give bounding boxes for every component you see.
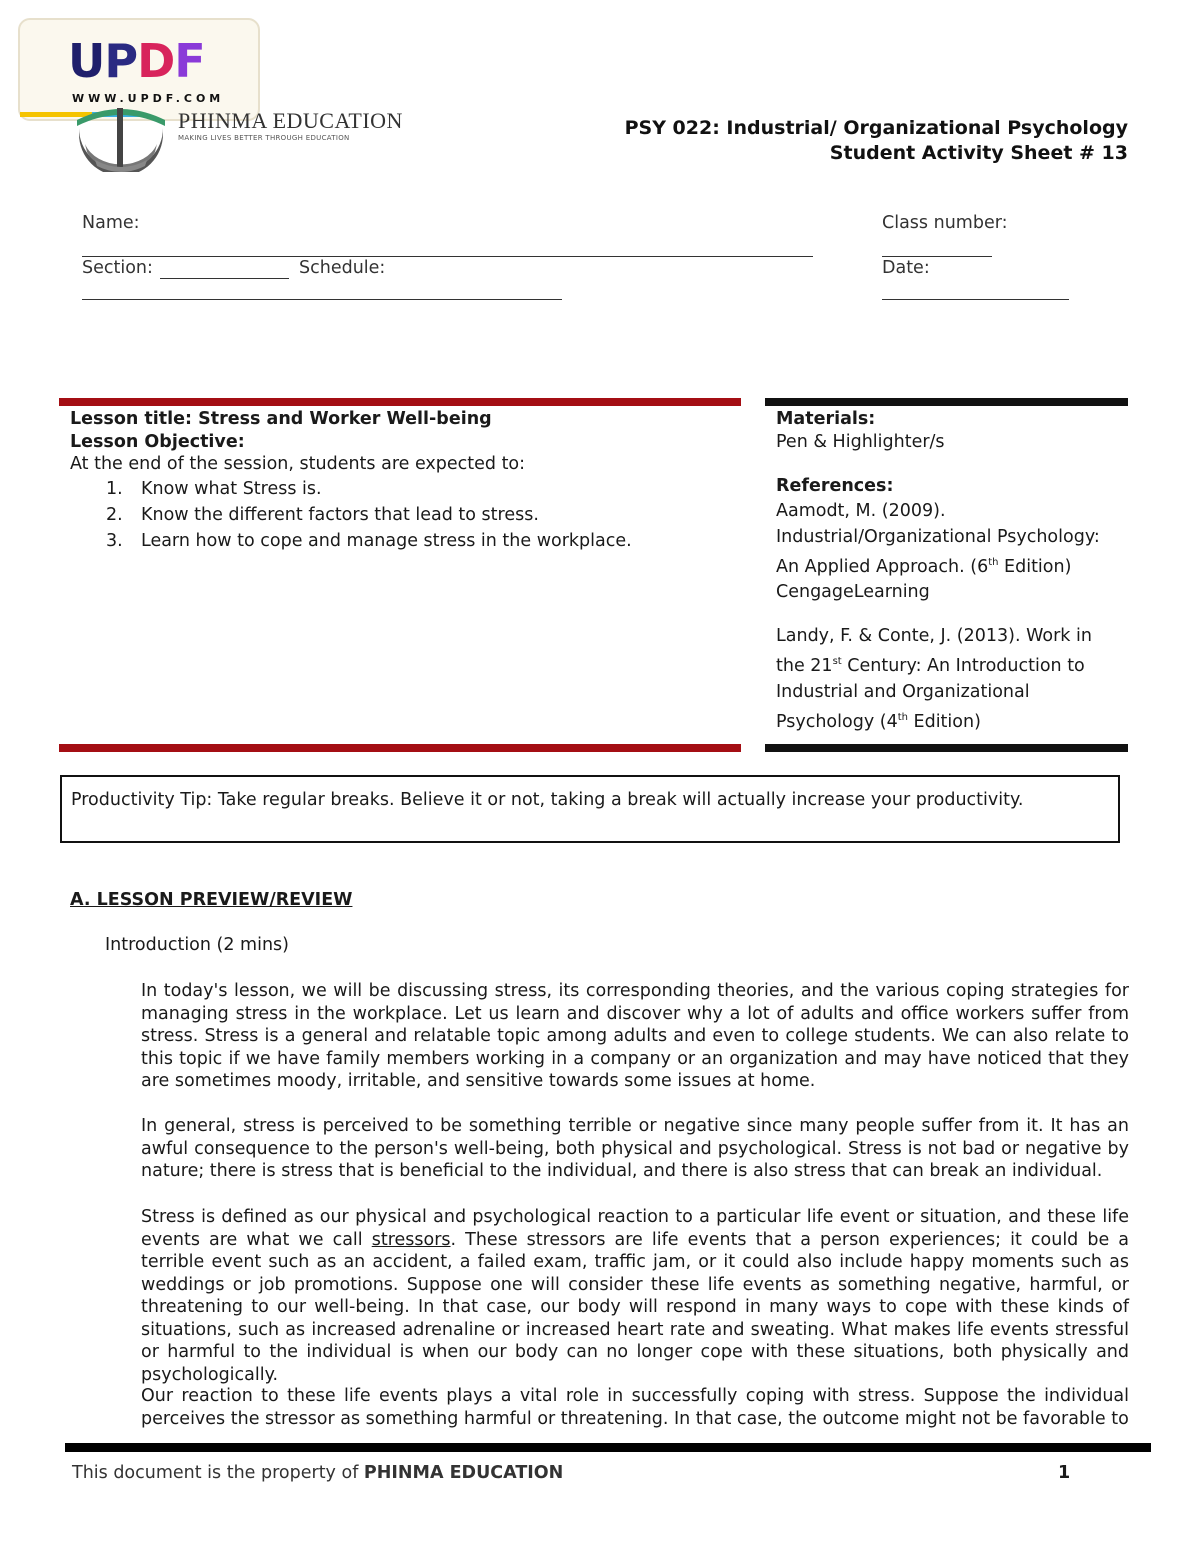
- sheet-number: Student Activity Sheet # 13: [829, 142, 1128, 164]
- name-field[interactable]: [82, 256, 813, 257]
- reference-line: Industrial/Organizational Psychology:: [776, 526, 1100, 547]
- lesson-bottom-bar: [59, 744, 741, 752]
- list-text: Learn how to cope and manage stress in the workplace.: [141, 530, 632, 551]
- list-text: Know the different factors that lead to stress.: [141, 504, 539, 525]
- introduction-heading: Introduction (2 mins): [105, 935, 290, 955]
- materials-value: Pen & Highlighter/s: [776, 431, 945, 452]
- objectives-list: [70, 478, 730, 556]
- name-label: Name:: [82, 213, 140, 233]
- reference-line: [776, 705, 1121, 735]
- reference-1: [776, 498, 1121, 606]
- list-number: 2.: [106, 504, 123, 525]
- superscript: st: [832, 656, 842, 668]
- reference-text: Edition): [907, 711, 981, 732]
- updf-logo: [68, 34, 205, 88]
- reference-text: Century: An Introduction to: [841, 656, 1085, 677]
- reference-line: Industrial and Organizational: [776, 682, 1030, 703]
- reference-text: An Applied Approach. (6: [776, 556, 989, 577]
- reference-line: Landy, F. & Conte, J. (2013). Work in: [776, 626, 1092, 647]
- footer-text: [72, 1463, 563, 1483]
- references-label: References:: [776, 476, 894, 496]
- reference-line: [776, 550, 1121, 580]
- list-number: 3.: [106, 530, 123, 551]
- paragraph-2: In general, stress is perceived to be something terrible or negative since many people suffer from it. It has an awful consequence to the person's well-being, both physical and psychological. Stress is not bad or negative by nature; there is stress that is beneficial to the individual, and there is also stress that can break an individual.: [141, 1116, 1129, 1181]
- logo-letter: D: [137, 34, 175, 88]
- lesson-panel: [70, 408, 730, 556]
- section-field[interactable]: [160, 278, 289, 279]
- logo-letter: F: [174, 34, 205, 88]
- materials-top-bar: [765, 398, 1128, 406]
- date-label: Date:: [882, 258, 930, 278]
- reference-text: Psychology (4: [776, 711, 898, 732]
- org-tagline: MAKING LIVES BETTER THROUGH EDUCATION: [178, 134, 350, 142]
- paragraph-text: . These stressors are life events that a person experiences; it could be a terrible event such as an accident, a failed exam, traffic jam, or it could also include happy moments such as weddings or job promotions. Suppose one will consider these life events as something negative, harmful, or threatening to our well-being. In that case, our body will respond in many ways to cope with these kinds of situations, such as increased adrenaline or increased heart rate and sweating. What makes life events stressful or harmful to the individual is when our body can no longer cope with these situations, both physically and psychologically.: [141, 1229, 1130, 1385]
- org-name: PHINMA EDUCATION: [178, 108, 403, 133]
- paragraph-4: Our reaction to these life events plays a vital role in successfully coping with stress. Suppose the individual perceives the stressor as something harmful or threatening. In that case, the outcome might not be favorable to: [141, 1386, 1129, 1429]
- list-item: [70, 504, 730, 530]
- logo-letter: P: [104, 34, 138, 88]
- phinma-logo-icon: [75, 100, 167, 172]
- class-number-field[interactable]: [882, 256, 992, 257]
- date-field[interactable]: [882, 299, 1069, 300]
- materials-label: Materials:: [776, 409, 876, 429]
- reference-2: [776, 623, 1121, 735]
- list-text: Know what Stress is.: [141, 478, 322, 499]
- lesson-objective-intro: At the end of the session, students are expected to:: [70, 454, 526, 474]
- paragraph-1: In today's lesson, we will be discussing stress, its corresponding theories, and the various coping strategies for managing stress in the workplace. Let us learn and discover why a lot of adults and office workers suffer from stress. Stress is a general and relatable topic among adults and even to college students. We can also relate to this topic if we have family members working in a company or an organization and may have noticed that they are sometimes moody, irritable, and sensitive towards some issues at home.: [141, 981, 1129, 1091]
- lesson-title: Lesson title: Stress and Worker Well-being: [70, 409, 492, 429]
- footer-property-text: This document is the property of: [72, 1463, 364, 1483]
- productivity-tip-box: [60, 775, 1120, 843]
- reference-text: Edition): [998, 556, 1072, 577]
- paragraph-text: Stress is defined as our physical and psychological reaction to a particular life event or situation, and these life events are what we call: [141, 1207, 1129, 1250]
- reference-line: Aamodt, M. (2009).: [776, 500, 946, 521]
- footer-rule: [65, 1443, 1151, 1452]
- section-a-heading: A. LESSON PREVIEW/REVIEW: [70, 890, 353, 910]
- class-number-label: Class number:: [882, 213, 1008, 233]
- lesson-top-bar: [59, 398, 741, 406]
- course-title: PSY 022: Industrial/ Organizational Psychology: [624, 117, 1128, 139]
- watermark-url: WWW.UPDF.COM: [72, 92, 225, 105]
- superscript: th: [988, 556, 999, 568]
- list-item: [70, 530, 730, 556]
- productivity-tip: Productivity Tip: Take regular breaks. Believe it or not, taking a break will actually increase your productivity.: [71, 790, 1024, 810]
- reference-line: [776, 649, 1121, 679]
- list-number: 1.: [106, 478, 123, 499]
- schedule-field[interactable]: [82, 299, 562, 300]
- footer-owner: PHINMA EDUCATION: [363, 1463, 564, 1483]
- term-stressors: stressors: [371, 1229, 451, 1250]
- superscript: th: [897, 712, 908, 724]
- logo-letter: U: [68, 34, 105, 88]
- page-number: 1: [1058, 1463, 1071, 1483]
- materials-panel: [776, 408, 1121, 735]
- paragraph-3: [141, 1206, 1129, 1386]
- reference-line: CengageLearning: [776, 582, 930, 603]
- reference-text: the 21: [776, 656, 833, 677]
- lesson-objective-label: Lesson Objective:: [70, 431, 245, 452]
- schedule-label: Schedule:: [299, 258, 386, 278]
- section-label: Section:: [82, 258, 153, 278]
- materials-bottom-bar: [765, 744, 1128, 752]
- list-item: [70, 478, 730, 504]
